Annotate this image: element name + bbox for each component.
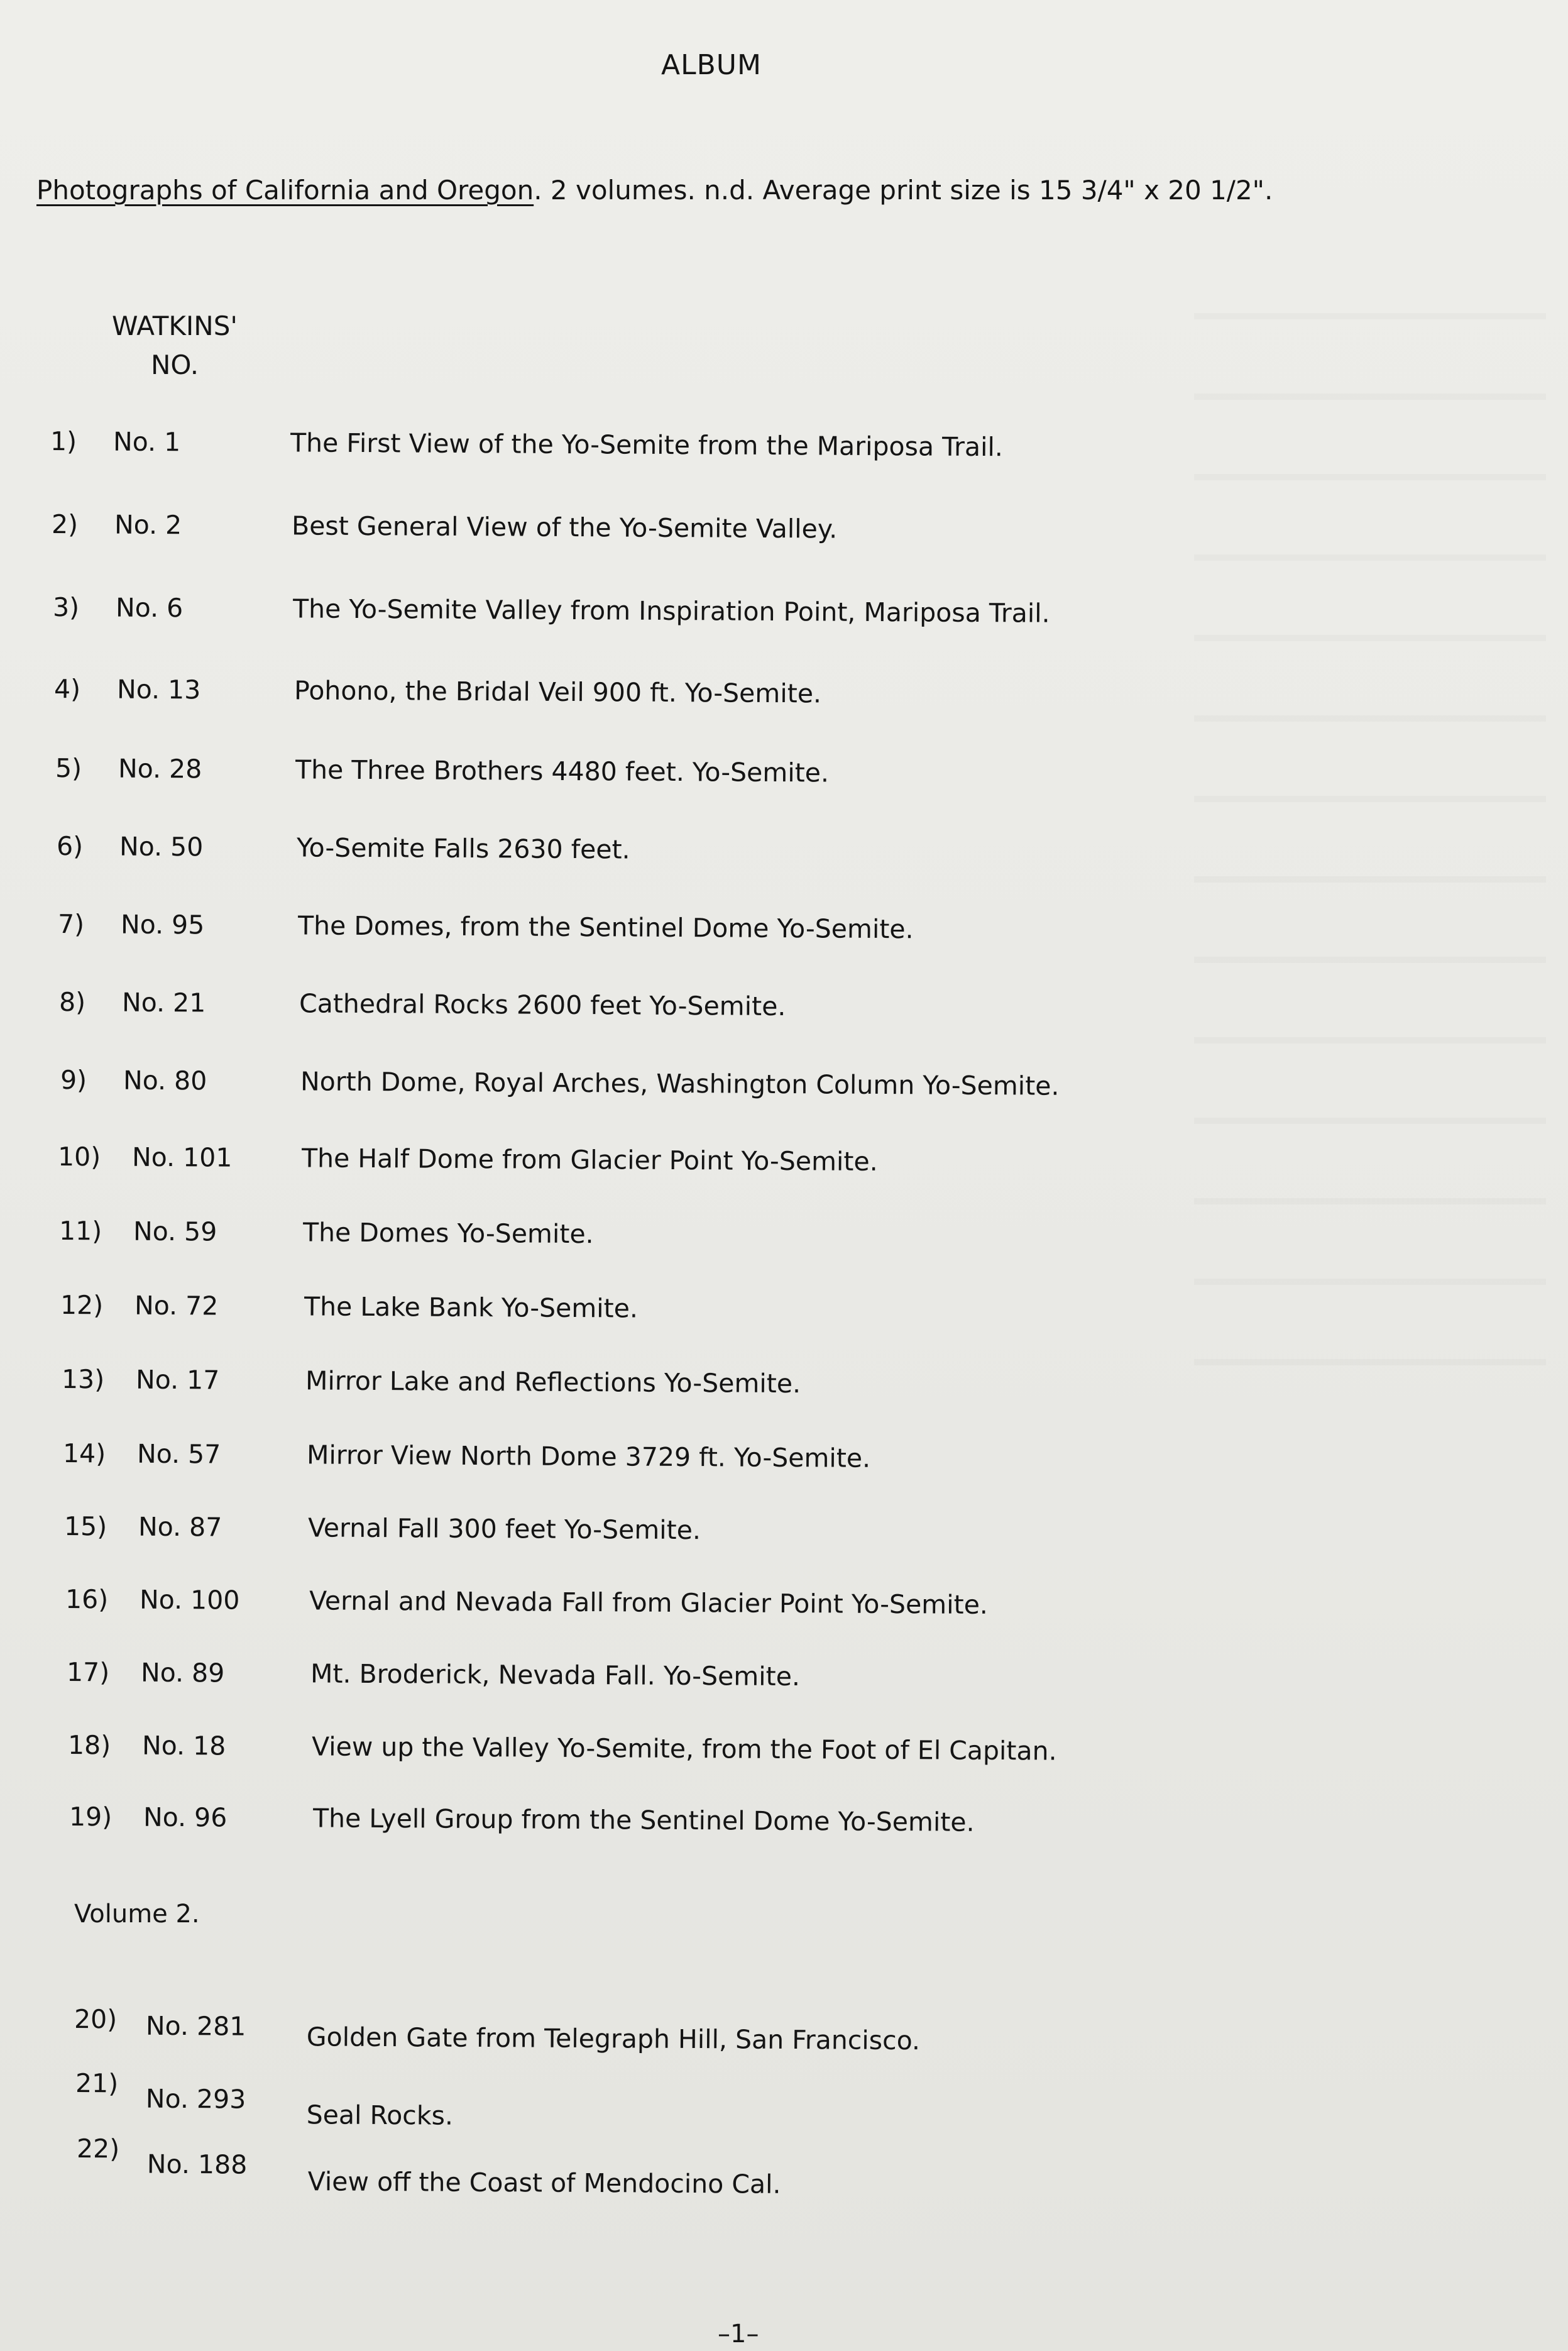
entry-index: 11) xyxy=(58,1216,102,1247)
volume-label: Volume 2. xyxy=(74,1900,200,1929)
entry-number: No. 87 xyxy=(138,1511,222,1543)
entry-title: Mirror View North Dome 3729 ft. Yo-Semite. xyxy=(306,1440,871,1473)
entry-number: No. 18 xyxy=(141,1730,226,1761)
entry-index: 16) xyxy=(65,1584,109,1615)
entry-index: 13) xyxy=(61,1364,105,1395)
entry-number: No. 281 xyxy=(145,2010,246,2042)
entry-index: 5) xyxy=(55,753,82,784)
entry-index: 17) xyxy=(66,1657,110,1688)
entry-number: No. 2 xyxy=(114,509,182,541)
entry-number: No. 6 xyxy=(115,592,184,624)
entry-index: 8) xyxy=(58,987,86,1018)
album-title: Photographs of California and Oregon xyxy=(36,175,534,206)
entry-number: No. 57 xyxy=(136,1438,221,1470)
entry-title: View up the Valley Yo-Semite, from the Foot of El Capitan. xyxy=(311,1731,1057,1766)
entry-index: 21) xyxy=(75,2068,119,2099)
entry-title: Mt. Broderick, Nevada Fall. Yo-Semite. xyxy=(310,1658,801,1692)
entry-title: The Half Dome from Glacier Point Yo-Semite. xyxy=(301,1143,878,1177)
bleed-through-shadow xyxy=(1194,239,1546,1421)
entry-title: The First View of the Yo-Semite from the Mariposa Trail. xyxy=(290,427,1004,463)
entry-index: 3) xyxy=(52,592,80,623)
entry-title: Vernal and Nevada Fall from Glacier Point Yo-Semite. xyxy=(309,1585,989,1620)
entry-title: View off the Coast of Mendocino Cal. xyxy=(307,2166,781,2200)
entry-title: Vernal Fall 300 feet Yo-Semite. xyxy=(307,1512,701,1546)
entry-title: Cathedral Rocks 2600 feet Yo-Semite. xyxy=(299,988,786,1022)
entry-number: No. 50 xyxy=(119,831,204,862)
entry-title: The Domes, from the Sentinel Dome Yo-Semite. xyxy=(297,910,914,945)
entry-index: 19) xyxy=(69,1802,112,1832)
entry-number: No. 17 xyxy=(135,1364,220,1396)
entry-index: 14) xyxy=(62,1438,106,1469)
entry-title: North Dome, Royal Arches, Washington Column Yo-Semite. xyxy=(300,1066,1060,1101)
entry-number: No. 1 xyxy=(112,426,181,458)
entry-index: 7) xyxy=(57,909,85,940)
entry-index: 18) xyxy=(67,1730,111,1761)
entry-index: 22) xyxy=(76,2134,120,2164)
entry-number: No. 96 xyxy=(143,1802,228,1833)
entry-number: No. 72 xyxy=(134,1290,219,1321)
entry-index: 20) xyxy=(74,2004,118,2035)
entry-index: 6) xyxy=(56,831,84,862)
entry-number: No. 100 xyxy=(139,1584,240,1616)
entry-number: No. 101 xyxy=(131,1142,233,1173)
album-description xyxy=(36,175,1273,206)
column-header-line2: NO. xyxy=(151,350,199,380)
entry-title: Seal Rocks. xyxy=(306,2100,454,2131)
entry-number: No. 28 xyxy=(118,753,202,785)
entry-number: No. 89 xyxy=(140,1657,225,1688)
entry-number: No. 80 xyxy=(123,1065,207,1096)
entry-number: No. 293 xyxy=(145,2083,246,2115)
column-header-line1: WATKINS' xyxy=(112,311,238,341)
page-number: –1– xyxy=(718,2320,759,2348)
entry-title: The Yo-Semite Valley from Inspiration Point, Mariposa Trail. xyxy=(292,593,1050,629)
page-title: ALBUM xyxy=(661,49,762,81)
entry-index: 12) xyxy=(60,1290,104,1321)
entry-number: No. 21 xyxy=(121,987,206,1018)
album-details: . 2 volumes. n.d. Average print size is 15 3/4" x 20 1/2". xyxy=(534,175,1273,206)
entry-number: No. 59 xyxy=(133,1216,217,1247)
entry-title: Golden Gate from Telegraph Hill, San Francisco. xyxy=(306,2022,921,2056)
entry-title: Pohono, the Bridal Veil 900 ft. Yo-Semite. xyxy=(293,675,822,709)
entry-index: 10) xyxy=(57,1142,101,1172)
column-header xyxy=(112,307,238,385)
entry-index: 1) xyxy=(50,426,77,457)
entry-index: 2) xyxy=(51,509,79,540)
entry-title: The Lyell Group from the Sentinel Dome Yo-Semite. xyxy=(312,1803,975,1837)
entry-title: The Three Brothers 4480 feet. Yo-Semite. xyxy=(295,754,830,788)
entry-title: Yo-Semite Falls 2630 feet. xyxy=(296,832,630,865)
entry-title: Best General View of the Yo-Semite Valley. xyxy=(291,510,838,544)
entry-title: The Domes Yo-Semite. xyxy=(302,1217,594,1250)
entry-title: Mirror Lake and Reflections Yo-Semite. xyxy=(305,1365,801,1399)
entry-number: No. 188 xyxy=(146,2149,248,2180)
entry-title: The Lake Bank Yo-Semite. xyxy=(304,1291,639,1324)
entry-number: No. 95 xyxy=(120,909,205,940)
entry-index: 4) xyxy=(53,674,81,705)
entry-number: No. 13 xyxy=(116,674,201,705)
entry-index: 15) xyxy=(63,1511,107,1542)
entry-index: 9) xyxy=(60,1065,87,1096)
